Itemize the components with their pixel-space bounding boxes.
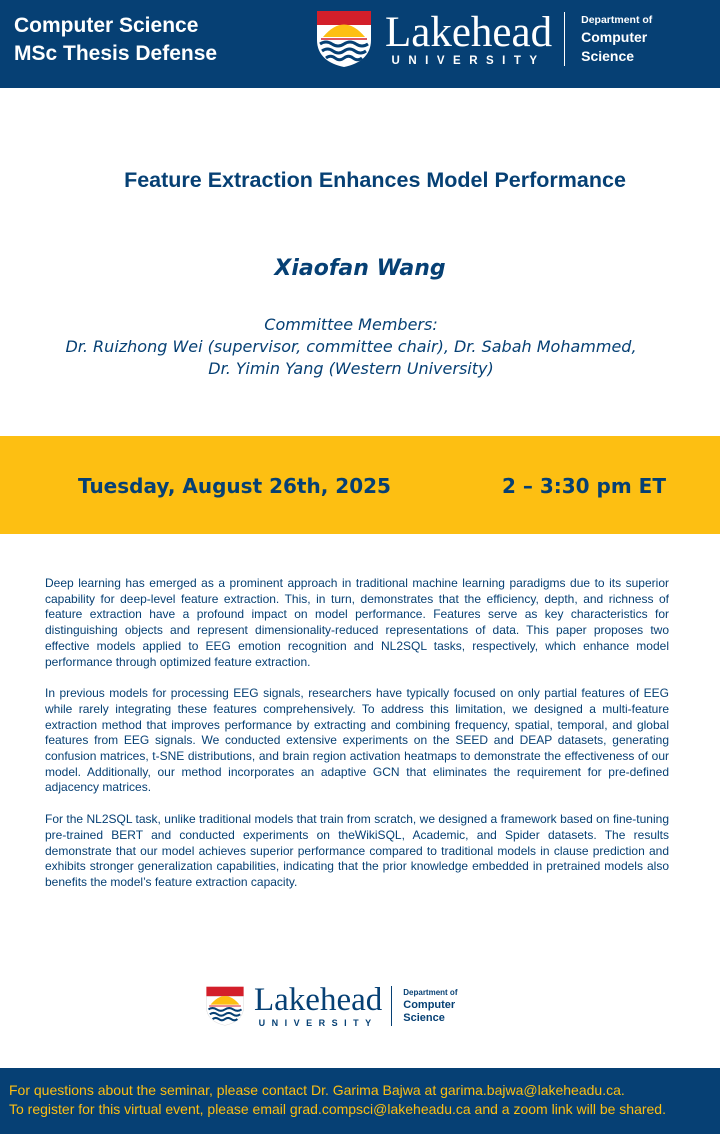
footer-register-line: To register for this virtual event, please email grad.compsci@lakeheadu.ca and a zoom link will be shared. <box>9 1101 666 1117</box>
header-title-line1: Computer Science <box>14 14 199 37</box>
event-date-band <box>0 436 720 534</box>
lakehead-shield-icon <box>315 10 373 68</box>
abstract-paragraph: In previous models for processing EEG signals, researchers have typically focused on only partial features of EEG while rarely integrating these features comprehensively. To address this limitation, we designed a multi-feature extraction method that improves performance by extracting and combining frequency, spatial, temporal, and global features from EEG signals. We conducted extensive experiments on the SEED and DEAP datasets, generating confusion matrices, t-SNE distributions, and brain region activation heatmaps to demonstrate the effectiveness of our model. Additionally, our method incorporates an adaptive GCN that eliminates the requirement for pre-defined adjacency matrices. <box>45 686 669 795</box>
department-line3: Science <box>581 48 635 64</box>
department-line1: Department of <box>581 14 653 26</box>
header-logo <box>315 10 652 68</box>
event-time: 2 – 3:30 pm ET <box>502 474 666 498</box>
lakehead-wordmark <box>254 984 382 1028</box>
committee-line1: Dr. Ruizhong Wei (supervisor, committee chair), Dr. Sabah Mohammed, <box>65 337 637 356</box>
committee-members <box>0 314 702 380</box>
lakehead-shield-icon <box>205 984 245 1028</box>
header-title <box>14 12 217 68</box>
department-line2: Computer <box>403 999 456 1011</box>
university-label: UNIVERSITY <box>391 55 546 67</box>
university-label: UNIVERSITY <box>258 1018 378 1028</box>
abstract-paragraph: Deep learning has emerged as a prominent approach in traditional machine learning paradigms due to its superior capability for deep-level feature extraction. This, in turn, demonstrates that the efficiency, depth, and richness of feature extraction have a profound impact on model performance. Features serve as key characteristics for distinguishing objects and represent dimensionality-reduced representations of data. This paper proposes two effective models applied to EEG emotion recognition and NL2SQL tasks, respectively, which enhance model performance through optimized feature extraction. <box>45 576 669 669</box>
department-line2: Computer <box>581 29 648 45</box>
lakehead-wordmark <box>385 11 552 67</box>
logo-divider <box>564 12 565 66</box>
department-label <box>581 12 652 66</box>
department-line3: Science <box>403 1012 445 1024</box>
department-line1: Department of <box>403 988 458 997</box>
committee-heading: Committee Members: <box>264 315 438 334</box>
department-label <box>403 987 457 1025</box>
abstract <box>45 576 669 907</box>
presenter-name: Xiaofan Wang <box>274 256 446 281</box>
committee-line2: Dr. Yimin Yang (Western University) <box>208 359 494 378</box>
footer-contact <box>0 1068 720 1134</box>
abstract-paragraph: For the NL2SQL task, unlike traditional models that train from scratch, we designed a framework based on fine-tuning pre-trained BERT and conducted experiments on theWikiSQL, Academic, and Spider datasets. The results demonstrate that our model achieves superior performance compared to traditional models in clause prediction and exhibits stronger generalization capabilities, indicating that the prior knowledge embedded in pretrained models also benefits the model’s feature extraction capacity. <box>45 812 669 889</box>
event-date: Tuesday, August 26th, 2025 <box>78 474 391 498</box>
thesis-title: Feature Extraction Enhances Model Performance <box>124 168 626 192</box>
header-title-line2: MSc Thesis Defense <box>14 42 218 65</box>
footer-logo <box>205 984 457 1028</box>
footer-contact-line: For questions about the seminar, please contact Dr. Garima Bajwa at garima.bajwa@lakeheadu.ca. <box>9 1082 625 1098</box>
header-banner <box>0 0 720 88</box>
logo-divider <box>391 986 392 1026</box>
lakehead-name: Lakehead <box>385 9 553 56</box>
lakehead-name: Lakehead <box>254 982 383 1018</box>
